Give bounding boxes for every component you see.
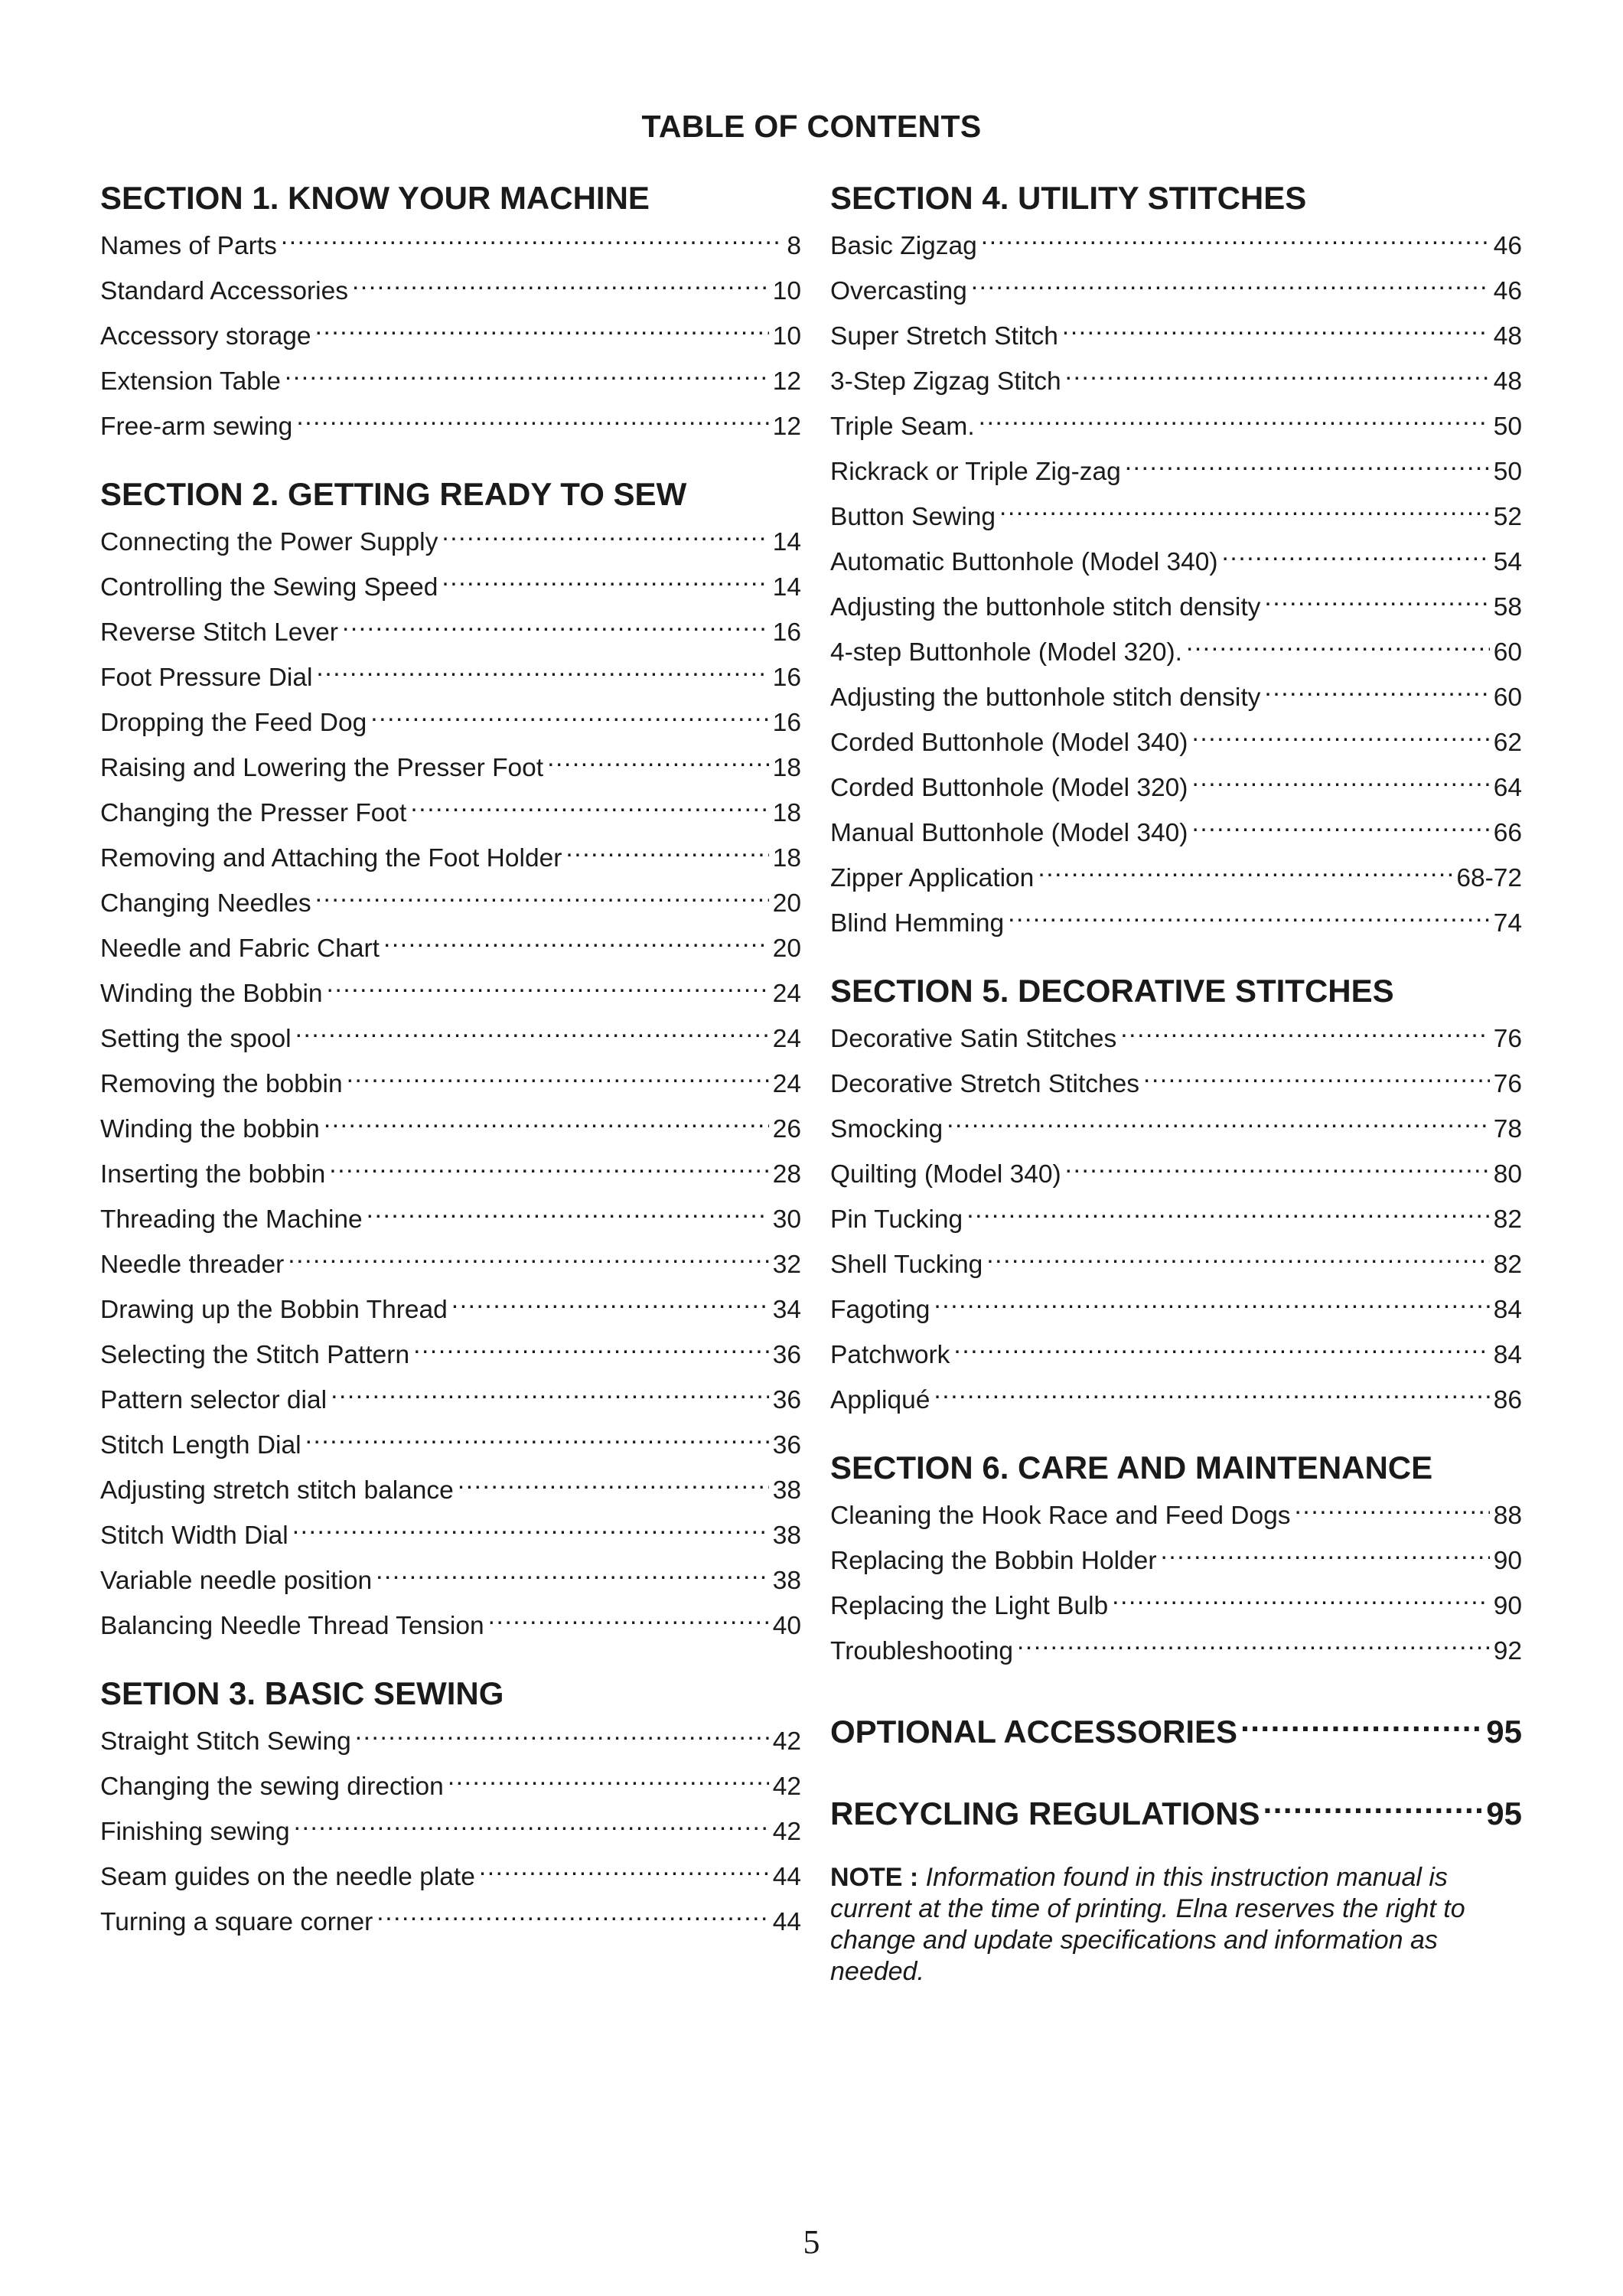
toc-entry[interactable] bbox=[100, 605, 801, 651]
toc-entry[interactable] bbox=[100, 876, 801, 921]
dot-leader bbox=[285, 354, 769, 390]
toc-entry[interactable] bbox=[830, 1624, 1522, 1669]
entry-page: 14 bbox=[772, 573, 801, 602]
toc-entry[interactable] bbox=[830, 1057, 1522, 1102]
entry-page: 60 bbox=[1493, 638, 1522, 667]
dot-leader bbox=[1191, 716, 1489, 751]
entry-label: Fagoting bbox=[830, 1296, 930, 1324]
dot-leader bbox=[1143, 1057, 1490, 1092]
entry-page: 90 bbox=[1493, 1592, 1522, 1620]
dot-leader bbox=[296, 400, 768, 435]
dot-leader bbox=[1120, 1012, 1489, 1047]
entry-page: 8 bbox=[787, 232, 801, 260]
toc-entry[interactable] bbox=[830, 309, 1522, 354]
entry-label: Winding the bobbin bbox=[100, 1115, 320, 1143]
dot-leader bbox=[979, 400, 1490, 435]
entry-page: 58 bbox=[1493, 593, 1522, 621]
entry-page: 44 bbox=[772, 1908, 801, 1936]
entry-label: Foot Pressure Dial bbox=[100, 664, 313, 692]
toc-entry[interactable] bbox=[100, 921, 801, 967]
dot-leader bbox=[352, 264, 769, 299]
dot-leader bbox=[1186, 625, 1490, 660]
entry-page: 38 bbox=[772, 1476, 801, 1505]
entry-label: Replacing the Light Bulb bbox=[830, 1592, 1109, 1620]
toc-entry[interactable] bbox=[100, 1238, 801, 1283]
entry-page: 84 bbox=[1493, 1296, 1522, 1324]
entry-page: 48 bbox=[1493, 322, 1522, 351]
entry-page: 10 bbox=[772, 322, 801, 351]
dot-leader bbox=[1125, 445, 1490, 480]
entry-label: Dropping the Feed Dog bbox=[100, 709, 367, 737]
entry-page: 24 bbox=[772, 1025, 801, 1053]
entry-label: Reverse Stitch Lever bbox=[100, 618, 338, 647]
dot-leader bbox=[324, 1102, 769, 1137]
toc-entry[interactable] bbox=[100, 1373, 801, 1418]
dot-leader bbox=[442, 515, 768, 550]
toc-entry[interactable] bbox=[100, 1147, 801, 1192]
dot-leader bbox=[370, 696, 768, 731]
entry-label: Inserting the bobbin bbox=[100, 1160, 326, 1189]
entry-page: 40 bbox=[772, 1612, 801, 1640]
entry-list bbox=[100, 515, 801, 1644]
entry-label: Variable needle position bbox=[100, 1567, 373, 1595]
dot-leader bbox=[1065, 354, 1490, 390]
entry-page: 50 bbox=[1493, 458, 1522, 486]
dot-leader bbox=[292, 1508, 769, 1544]
toc-entry[interactable] bbox=[830, 490, 1522, 535]
toc-section bbox=[100, 474, 801, 1644]
toc-entry[interactable] bbox=[830, 716, 1522, 761]
entry-page: 50 bbox=[1493, 413, 1522, 441]
toc-entry[interactable] bbox=[100, 1102, 801, 1147]
entry-label: Rickrack or Triple Zig-zag bbox=[830, 458, 1121, 486]
toc-entry[interactable] bbox=[100, 1714, 801, 1760]
dot-leader bbox=[953, 1328, 1489, 1363]
toc-entry[interactable] bbox=[830, 354, 1522, 400]
entry-label: Button Sewing bbox=[830, 503, 996, 531]
toc-entry[interactable] bbox=[100, 1012, 801, 1057]
entry-page: 18 bbox=[772, 754, 801, 782]
entry-page: 18 bbox=[772, 844, 801, 872]
entry-label: Decorative Satin Stitches bbox=[830, 1025, 1117, 1053]
toc-entry[interactable] bbox=[830, 264, 1522, 309]
toc-entry[interactable] bbox=[830, 1283, 1522, 1328]
toc-entry[interactable] bbox=[100, 651, 801, 696]
dot-leader bbox=[410, 786, 768, 821]
major-entry-label: RECYCLING REGULATIONS bbox=[830, 1795, 1260, 1831]
section-heading: SETION 3. BASIC SEWING bbox=[100, 1675, 504, 1711]
entry-label: Stitch Width Dial bbox=[100, 1521, 288, 1550]
major-entry-page: 95 bbox=[1486, 1714, 1522, 1750]
entry-label: Changing the Presser Foot bbox=[100, 799, 407, 827]
entry-label: Seam guides on the needle plate bbox=[100, 1863, 475, 1891]
note-text: Information found in this instruction manual is current at the time of printing. Elna reserves the right to change and update specifications and information as needed. bbox=[830, 1863, 1465, 1986]
toc-entry[interactable] bbox=[100, 560, 801, 605]
dot-leader bbox=[981, 219, 1490, 254]
entry-page: 44 bbox=[772, 1863, 801, 1891]
entry-list bbox=[830, 1489, 1522, 1669]
dot-leader bbox=[1240, 1698, 1483, 1743]
entry-page: 86 bbox=[1493, 1386, 1522, 1414]
entry-label: Raising and Lowering the Presser Foot bbox=[100, 754, 544, 782]
entry-label: Adjusting stretch stitch balance bbox=[100, 1476, 454, 1505]
toc-section bbox=[100, 1673, 801, 1940]
dot-leader bbox=[1295, 1489, 1490, 1524]
dot-leader bbox=[488, 1599, 769, 1634]
toc-entry[interactable] bbox=[100, 515, 801, 560]
entry-label: Free-arm sewing bbox=[100, 413, 293, 441]
dot-leader bbox=[971, 264, 1490, 299]
entry-page: 16 bbox=[772, 709, 801, 737]
entry-label: Basic Zigzag bbox=[830, 232, 977, 260]
toc-entry[interactable] bbox=[100, 1760, 801, 1805]
dot-leader bbox=[1160, 1534, 1489, 1569]
toc-entry[interactable] bbox=[100, 786, 801, 831]
dot-leader bbox=[547, 741, 769, 776]
dot-leader bbox=[1112, 1579, 1490, 1614]
entry-label: Appliqué bbox=[830, 1386, 930, 1414]
entry-label: Standard Accessories bbox=[100, 277, 349, 305]
toc-entry[interactable] bbox=[830, 535, 1522, 580]
toc-entry[interactable] bbox=[100, 400, 801, 445]
entry-label: Removing and Attaching the Foot Holder bbox=[100, 844, 562, 872]
entry-label: Accessory storage bbox=[100, 322, 311, 351]
entry-page: 76 bbox=[1493, 1025, 1522, 1053]
entry-label: Setting the spool bbox=[100, 1025, 292, 1053]
toc-entry[interactable] bbox=[830, 1373, 1522, 1418]
entry-page: 20 bbox=[772, 889, 801, 918]
entry-label: 4-step Buttonhole (Model 320). bbox=[830, 638, 1182, 667]
toc-entry[interactable] bbox=[830, 761, 1522, 806]
entry-page: 62 bbox=[1493, 729, 1522, 757]
note bbox=[830, 1862, 1522, 1988]
entry-label: Pattern selector dial bbox=[100, 1386, 328, 1414]
toc-entry[interactable] bbox=[100, 741, 801, 786]
major-entry-page: 95 bbox=[1486, 1795, 1522, 1831]
entry-page: 78 bbox=[1493, 1115, 1522, 1143]
entry-label: Selecting the Stitch Pattern bbox=[100, 1341, 410, 1369]
entry-page: 26 bbox=[772, 1115, 801, 1143]
section-heading: SECTION 2. GETTING READY TO SEW bbox=[100, 476, 687, 512]
entry-page: 20 bbox=[772, 934, 801, 963]
dot-leader bbox=[999, 490, 1490, 525]
entry-label: 3-Step Zigzag Stitch bbox=[830, 367, 1061, 396]
dot-leader bbox=[1263, 1780, 1484, 1825]
entry-page: 10 bbox=[772, 277, 801, 305]
toc-entry[interactable] bbox=[830, 670, 1522, 716]
entry-page: 82 bbox=[1493, 1205, 1522, 1234]
dot-leader bbox=[316, 651, 768, 686]
toc-entry[interactable] bbox=[100, 264, 801, 309]
dot-leader bbox=[294, 1805, 769, 1840]
major-entry-label: OPTIONAL ACCESSORIES bbox=[830, 1714, 1238, 1750]
entry-page: 80 bbox=[1493, 1160, 1522, 1189]
entry-page: 46 bbox=[1493, 232, 1522, 260]
dot-leader bbox=[1062, 309, 1490, 344]
dot-leader bbox=[376, 1895, 768, 1930]
dot-leader bbox=[281, 219, 784, 254]
dot-leader bbox=[383, 921, 769, 957]
entry-label: Super Stretch Stitch bbox=[830, 322, 1058, 351]
entry-label: Smocking bbox=[830, 1115, 943, 1143]
toc-entry[interactable] bbox=[830, 1102, 1522, 1147]
toc-entry[interactable] bbox=[100, 219, 801, 264]
entry-label: Adjusting the buttonhole stitch density bbox=[830, 683, 1261, 712]
entry-page: 38 bbox=[772, 1521, 801, 1550]
dot-leader bbox=[1008, 896, 1490, 931]
entry-label: Straight Stitch Sewing bbox=[100, 1727, 351, 1756]
toc-entry[interactable] bbox=[830, 896, 1522, 941]
toc-entry[interactable] bbox=[100, 1418, 801, 1463]
dot-leader bbox=[295, 1012, 769, 1047]
entry-page: 14 bbox=[772, 528, 801, 556]
toc-entry[interactable] bbox=[100, 1283, 801, 1328]
entry-label: Changing the sewing direction bbox=[100, 1773, 444, 1801]
entry-page: 36 bbox=[772, 1431, 801, 1459]
dot-leader bbox=[1038, 851, 1452, 886]
toc-entry[interactable] bbox=[830, 851, 1522, 896]
entry-label: Troubleshooting bbox=[830, 1637, 1013, 1665]
entry-label: Finishing sewing bbox=[100, 1818, 290, 1846]
entry-page: 60 bbox=[1493, 683, 1522, 712]
dot-leader bbox=[934, 1283, 1489, 1318]
toc-entry[interactable] bbox=[100, 967, 801, 1012]
note-label: NOTE : bbox=[830, 1863, 919, 1892]
toc-entry[interactable] bbox=[100, 1057, 801, 1102]
dot-leader bbox=[966, 1192, 1490, 1228]
dot-leader bbox=[947, 1102, 1490, 1137]
entry-page: 16 bbox=[772, 664, 801, 692]
entry-label: Adjusting the buttonhole stitch density bbox=[830, 593, 1261, 621]
entry-list bbox=[830, 219, 1522, 941]
entry-list bbox=[830, 1012, 1522, 1418]
dot-leader bbox=[413, 1328, 769, 1363]
toc-major-entry[interactable] bbox=[830, 1698, 1522, 1754]
entry-page: 24 bbox=[772, 1070, 801, 1098]
entry-page: 90 bbox=[1493, 1547, 1522, 1575]
entry-label: Pin Tucking bbox=[830, 1205, 963, 1234]
dot-leader bbox=[1222, 535, 1490, 570]
entry-label: Stitch Length Dial bbox=[100, 1431, 301, 1459]
toc-entry[interactable] bbox=[830, 580, 1522, 625]
entry-page: 36 bbox=[772, 1386, 801, 1414]
entry-page: 54 bbox=[1493, 548, 1522, 576]
entry-page: 48 bbox=[1493, 367, 1522, 396]
entry-label: Names of Parts bbox=[100, 232, 277, 260]
entry-page: 84 bbox=[1493, 1341, 1522, 1369]
dot-leader bbox=[565, 831, 768, 866]
dot-leader bbox=[1191, 761, 1489, 796]
toc-entry[interactable] bbox=[100, 1805, 801, 1850]
entry-label: Extension Table bbox=[100, 367, 281, 396]
entry-label: Needle threader bbox=[100, 1251, 285, 1279]
page-number: 5 bbox=[803, 2223, 820, 2261]
entry-page: 66 bbox=[1493, 819, 1522, 847]
entry-page: 12 bbox=[772, 413, 801, 441]
dot-leader bbox=[315, 309, 769, 344]
entry-page: 30 bbox=[772, 1205, 801, 1234]
toc-entry[interactable] bbox=[100, 1554, 801, 1599]
dot-leader bbox=[1191, 806, 1489, 841]
toc-section bbox=[830, 1447, 1522, 1669]
entry-label: Overcasting bbox=[830, 277, 967, 305]
entry-page: 88 bbox=[1493, 1502, 1522, 1530]
section-heading: SECTION 6. CARE AND MAINTENANCE bbox=[830, 1450, 1433, 1486]
dot-leader bbox=[1065, 1147, 1490, 1182]
toc-entry[interactable] bbox=[830, 1238, 1522, 1283]
entry-label: Corded Buttonhole (Model 340) bbox=[830, 729, 1188, 757]
entry-page: 76 bbox=[1493, 1070, 1522, 1098]
dot-leader bbox=[305, 1418, 769, 1453]
entry-page: 16 bbox=[772, 618, 801, 647]
entry-page: 12 bbox=[772, 367, 801, 396]
entry-label: Balancing Needle Thread Tension bbox=[100, 1612, 484, 1640]
entry-label: Removing the bobbin bbox=[100, 1070, 343, 1098]
entry-page: 68-72 bbox=[1456, 864, 1522, 892]
entry-page: 34 bbox=[772, 1296, 801, 1324]
page-title: TABLE OF CONTENTS bbox=[641, 109, 982, 144]
entry-page: 24 bbox=[772, 980, 801, 1008]
toc-entry[interactable] bbox=[100, 696, 801, 741]
dot-leader bbox=[448, 1760, 769, 1795]
entry-label: Shell Tucking bbox=[830, 1251, 983, 1279]
dot-leader bbox=[1264, 670, 1489, 706]
entry-label: Quilting (Model 340) bbox=[830, 1160, 1061, 1189]
toc-entry[interactable] bbox=[830, 400, 1522, 445]
dot-leader bbox=[451, 1283, 769, 1318]
entry-page: 18 bbox=[772, 799, 801, 827]
entry-page: 64 bbox=[1493, 774, 1522, 802]
entry-label: Replacing the Bobbin Holder bbox=[830, 1547, 1157, 1575]
toc-entry[interactable] bbox=[100, 1850, 801, 1895]
entry-label: Zipper Application bbox=[830, 864, 1035, 892]
dot-leader bbox=[479, 1850, 769, 1885]
toc-section bbox=[830, 178, 1522, 941]
section-heading: SECTION 1. KNOW YOUR MACHINE bbox=[100, 180, 650, 216]
toc-entry[interactable] bbox=[830, 1534, 1522, 1579]
entry-page: 32 bbox=[772, 1251, 801, 1279]
entry-page: 38 bbox=[772, 1567, 801, 1595]
entry-label: Patchwork bbox=[830, 1341, 950, 1369]
entry-list bbox=[100, 219, 801, 445]
dot-leader bbox=[367, 1192, 769, 1228]
toc-entry[interactable] bbox=[100, 354, 801, 400]
entry-label: Changing Needles bbox=[100, 889, 311, 918]
entry-label: Controlling the Sewing Speed bbox=[100, 573, 438, 602]
toc-left-column bbox=[100, 178, 801, 1940]
entry-label: Winding the Bobbin bbox=[100, 980, 323, 1008]
toc-right-column bbox=[830, 178, 1522, 1988]
entry-page: 42 bbox=[772, 1727, 801, 1756]
toc-entry[interactable] bbox=[830, 445, 1522, 490]
toc-entry[interactable] bbox=[100, 1192, 801, 1238]
dot-leader bbox=[986, 1238, 1489, 1273]
dot-leader bbox=[458, 1463, 769, 1499]
entry-label: Drawing up the Bobbin Thread bbox=[100, 1296, 448, 1324]
dot-leader bbox=[327, 967, 769, 1002]
section-heading: SECTION 4. UTILITY STITCHES bbox=[830, 180, 1307, 216]
entry-page: 36 bbox=[772, 1341, 801, 1369]
dot-leader bbox=[288, 1238, 768, 1273]
toc-entry[interactable] bbox=[100, 831, 801, 876]
entry-page: 42 bbox=[772, 1818, 801, 1846]
entry-page: 52 bbox=[1493, 503, 1522, 531]
toc-entry[interactable] bbox=[830, 1147, 1522, 1192]
dot-leader bbox=[331, 1373, 769, 1408]
section-heading: SECTION 5. DECORATIVE STITCHES bbox=[830, 973, 1394, 1009]
entry-label: Connecting the Power Supply bbox=[100, 528, 438, 556]
entry-page: 74 bbox=[1493, 909, 1522, 938]
dot-leader bbox=[347, 1057, 769, 1092]
dot-leader bbox=[329, 1147, 768, 1182]
toc-entry[interactable] bbox=[830, 625, 1522, 670]
entry-page: 28 bbox=[772, 1160, 801, 1189]
entry-label: Manual Buttonhole (Model 340) bbox=[830, 819, 1188, 847]
toc-section bbox=[830, 970, 1522, 1418]
toc-entry[interactable] bbox=[830, 806, 1522, 851]
dot-leader bbox=[1264, 580, 1489, 615]
dot-leader bbox=[342, 605, 769, 641]
entry-label: Turning a square corner bbox=[100, 1908, 373, 1936]
toc-entry[interactable] bbox=[100, 1328, 801, 1373]
dot-leader bbox=[934, 1373, 1489, 1408]
toc-entry[interactable] bbox=[100, 1463, 801, 1508]
toc-entry[interactable] bbox=[830, 219, 1522, 264]
dot-leader bbox=[1017, 1624, 1490, 1659]
entry-label: Needle and Fabric Chart bbox=[100, 934, 380, 963]
entry-label: Blind Hemming bbox=[830, 909, 1005, 938]
toc-entry[interactable] bbox=[830, 1012, 1522, 1057]
toc-entry[interactable] bbox=[100, 309, 801, 354]
toc-entry[interactable] bbox=[830, 1489, 1522, 1534]
dot-leader bbox=[376, 1554, 769, 1589]
dot-leader bbox=[315, 876, 769, 912]
toc-entry[interactable] bbox=[100, 1508, 801, 1554]
toc-entry[interactable] bbox=[100, 1895, 801, 1940]
entry-label: Triple Seam. bbox=[830, 413, 975, 441]
toc-entry[interactable] bbox=[830, 1328, 1522, 1373]
entry-label: Corded Buttonhole (Model 320) bbox=[830, 774, 1188, 802]
dot-leader bbox=[355, 1714, 769, 1750]
toc-entry[interactable] bbox=[830, 1579, 1522, 1624]
entry-page: 46 bbox=[1493, 277, 1522, 305]
toc-major-entry[interactable] bbox=[830, 1780, 1522, 1836]
entry-label: Cleaning the Hook Race and Feed Dogs bbox=[830, 1502, 1291, 1530]
entry-page: 42 bbox=[772, 1773, 801, 1801]
toc-section bbox=[100, 178, 801, 445]
entry-label: Threading the Machine bbox=[100, 1205, 363, 1234]
entry-label: Decorative Stretch Stitches bbox=[830, 1070, 1140, 1098]
entry-label: Automatic Buttonhole (Model 340) bbox=[830, 548, 1218, 576]
entry-page: 92 bbox=[1493, 1637, 1522, 1665]
entry-page: 82 bbox=[1493, 1251, 1522, 1279]
dot-leader bbox=[442, 560, 768, 595]
toc-entry[interactable] bbox=[100, 1599, 801, 1644]
toc-entry[interactable] bbox=[830, 1192, 1522, 1238]
entry-list bbox=[100, 1714, 801, 1940]
